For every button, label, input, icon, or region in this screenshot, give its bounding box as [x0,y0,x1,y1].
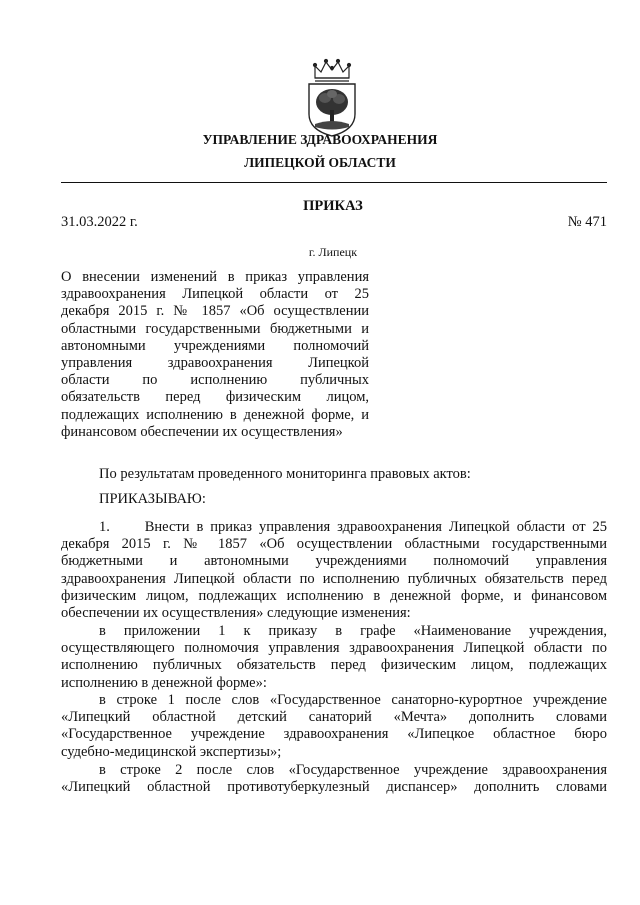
subject-line: декабря 2015 г. № 1857 «Об осуществлении [61,303,369,320]
subject-line: финансовом обеспечении их осуществления» [61,423,343,440]
paragraph-line: в строке 1 после слов «Государственное санаторно-курортное учреждение [99,692,607,708]
paragraph-3 [61,692,607,761]
paragraph-line: обеспечении их осуществления» следующие изменения: [61,605,411,622]
paragraph-2 [61,623,607,692]
subject-line: областными государственными бюджетными и [61,320,369,337]
org-name-line2: ЛИПЕЦКОЙ ОБЛАСТИ [244,155,396,170]
document-city: г. Липецк [308,245,358,259]
subject-line: подлежащих исполнению в денежной форме, и [61,406,369,423]
paragraph-line: исполнению публичных обязательств перед физическим лицом, подлежащих [61,657,607,674]
paragraph-line: физическим лицом, подлежащих исполнению в денежной форме, и финансовом [61,587,607,604]
paragraph-4 [61,762,607,796]
paragraph-line: исполнению в денежной форме»: [61,674,267,691]
paragraph-line: судебно-медицинской экспертизы»; [61,743,282,760]
subject-line: здравоохранения Липецкой области от 25 [61,286,369,303]
paragraph-line: в приложении 1 к приказу в графе «Наименование учреждения, [99,623,607,639]
coat-of-arms-emblem [301,58,363,138]
paragraph-1 [61,519,607,622]
header-divider [61,182,607,183]
org-name-line1: УПРАВЛЕНИЕ ЗДРАВООХРАНЕНИЯ [202,132,438,147]
crown-icon [314,60,351,82]
basis-statement: По результатам проведенного мониторинга правовых актов: [99,466,471,482]
paragraph-line: «Государственное учреждение здравоохранения «Липецкое областное бюро [61,726,607,743]
oak-tree-icon [315,89,349,130]
document-number: № 471 [567,214,607,230]
paragraph-line: «Липецкий областной противотуберкулезный диспансер» дополнить словами [61,779,607,796]
paragraph-line: «Липецкий областной детский санаторий «Мечта» дополнить словами [61,709,607,726]
document-type: ПРИКАЗ [303,198,363,214]
subject-line: области по исполнению публичных [61,372,369,389]
paragraph-line: бюджетными и автономными учреждениями полномочий управления [61,553,607,570]
subject-line: управления здравоохранения Липецкой [61,355,369,372]
subject-line: О внесении изменений в приказ управления [61,269,369,285]
paragraph-line: декабря 2015 г. № 1857 «Об осуществлении областными государственными [61,536,607,553]
order-word: ПРИКАЗЫВАЮ: [99,491,206,507]
document-subject [61,269,369,441]
paragraph-line: здравоохранения Липецкой области по исполнению публичных обязательств перед [61,570,607,587]
paragraph-line: в строке 2 после слов «Государственное учреждение здравоохранения [99,762,607,778]
paragraph-line: 1. Внести в приказ управления здравоохранения Липецкой области от 25 [99,519,607,535]
paragraph-line: осуществляющего полномочия управления здравоохранения Липецкой области по [61,640,607,657]
document-date: 31.03.2022 г. [61,214,138,230]
subject-line: автономными учреждениями полномочий [61,337,369,354]
subject-line: обязательств перед физическим лицом, [61,389,369,406]
